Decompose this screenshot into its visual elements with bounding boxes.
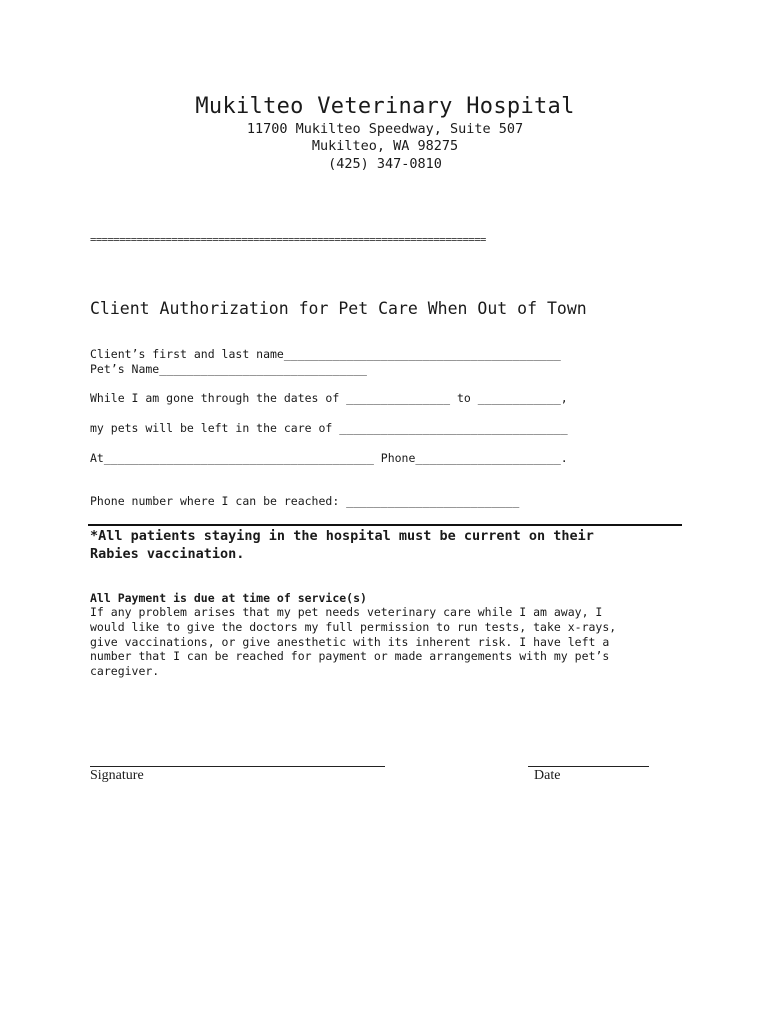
- authorization-paragraph: [90, 605, 616, 679]
- caretaker-field[interactable]: my pets will be left in the care of _________________________________: [90, 421, 568, 435]
- address-line-1: 11700 Mukilteo Speedway, Suite 507: [246, 121, 524, 137]
- dates-field[interactable]: While I am gone through the dates of _______________ to ____________,: [90, 391, 568, 405]
- hospital-name: Mukilteo Veterinary Hospital: [195, 94, 575, 119]
- location-phone-field[interactable]: At_______________________________________ Phone_____________________.: [90, 451, 568, 465]
- section-rule: [88, 524, 682, 526]
- date-line[interactable]: [528, 766, 649, 767]
- client-name-field[interactable]: Client’s first and last name________________________________________: [90, 347, 561, 361]
- separator-line: ====================================================================: [90, 234, 486, 246]
- rabies-notice: [90, 527, 594, 563]
- hospital-phone: (425) 347-0810: [328, 156, 442, 172]
- paragraph-line: If any problem arises that my pet needs veterinary care while I am away, I: [90, 605, 603, 619]
- date-label: Date: [534, 768, 561, 783]
- address-line-2: Mukilteo, WA 98275: [311, 138, 459, 154]
- reachable-phone-field[interactable]: Phone number where I can be reached: _________________________: [90, 494, 520, 508]
- paragraph-line: would like to give the doctors my full permission to run tests, take x-rays,: [90, 619, 617, 634]
- pet-name-field[interactable]: Pet’s Name______________________________: [90, 362, 367, 376]
- rabies-notice-line-2: Rabies vaccination.: [90, 546, 245, 562]
- signature-line[interactable]: [90, 766, 385, 767]
- paragraph-line: number that I can be reached for payment or made arrangements with my pet’s: [90, 649, 610, 664]
- paragraph-line: give vaccinations, or give anesthetic with its inherent risk. I have left a: [90, 634, 610, 649]
- signature-label: Signature: [90, 768, 144, 783]
- payment-heading: All Payment is due at time of service(s): [90, 591, 367, 605]
- form-title: Client Authorization for Pet Care When Out of Town: [90, 299, 587, 318]
- paragraph-line: caregiver.: [90, 664, 160, 679]
- rabies-notice-line-1: *All patients staying in the hospital must be current on their: [90, 528, 594, 544]
